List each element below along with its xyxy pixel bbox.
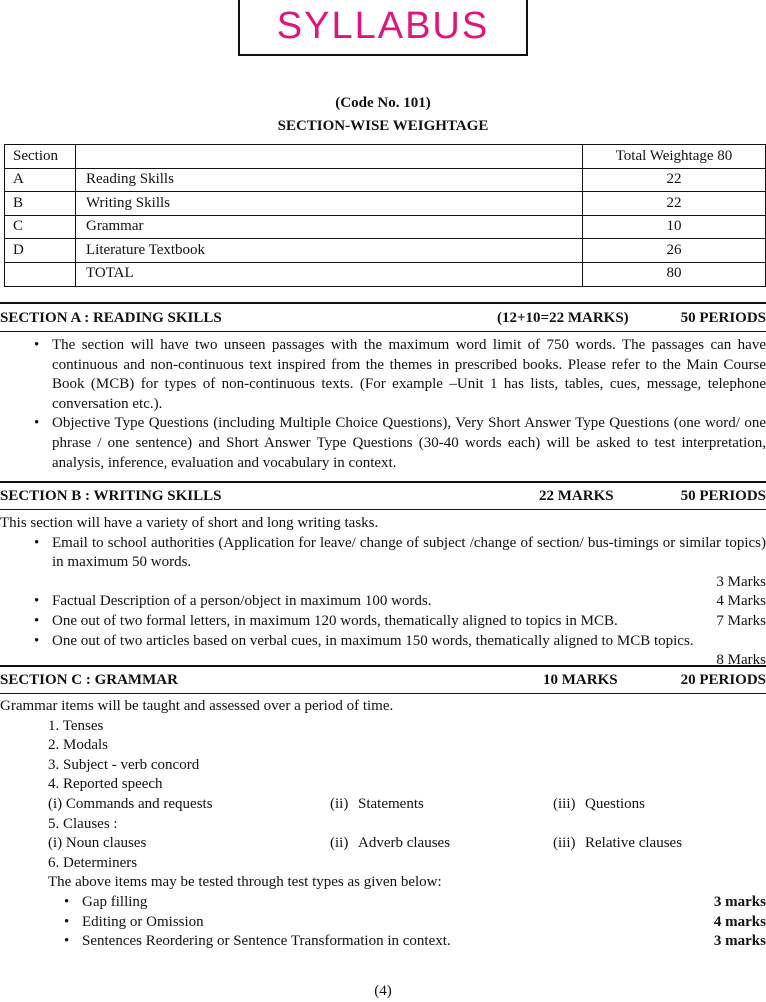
subitem: (i) Noun clauses (48, 835, 147, 852)
subitem-number: (iii) (553, 795, 576, 812)
table-cell: 10 (583, 215, 766, 239)
table-header-cell (76, 145, 583, 169)
test-type-text: Editing or Omission (82, 913, 204, 930)
table-cell: 26 (583, 239, 766, 263)
table-cell: Grammar (76, 215, 583, 239)
item-text: Factual Description of a person/object in maximum 100 words. (52, 593, 432, 610)
test-type-text: Gap filling (82, 893, 148, 910)
syllabus-title: SYLLABUS (276, 5, 490, 48)
section-divider (0, 693, 766, 694)
section-b-title: SECTION B : WRITING SKILLS (0, 488, 222, 504)
section-b-intro: This section will have a variety of short and long writing tasks. (0, 515, 379, 531)
item-text: One out of two formal letters, in maximum 120 words, thematically aligned to topics in MCB. (52, 612, 618, 629)
item-text: Email to school authorities (Application for leave/ change of subject /change of section/ bus-timings or similar topics) in maximum 50 words. (52, 534, 766, 571)
list-item: • Objective Type Questions (including Multiple Choice Questions), Very Short Answer Type Questions (one word/ one phrase / one sentence) and Short Answer Type Questions (30-40 words each) will be asked to test interpretation, analysis, inference, evaluation and vocabulary in context. (0, 414, 766, 473)
table-header-cell: Total Weightage 80 (583, 145, 766, 169)
weightage-table (4, 144, 766, 287)
table-row (5, 192, 766, 216)
table-cell: Writing Skills (76, 192, 583, 216)
section-a-title: SECTION A : READING SKILLS (0, 310, 222, 326)
table-cell: 22 (583, 168, 766, 192)
table-total-row (5, 262, 766, 286)
table-row (5, 215, 766, 239)
table-cell: Literature Textbook (76, 239, 583, 263)
section-a-marks: (12+10=22 MARKS) (497, 310, 629, 326)
section-divider (0, 331, 766, 332)
grammar-item-text: 2. Modals (48, 737, 108, 754)
table-cell: Reading Skills (76, 168, 583, 192)
grammar-item (0, 717, 766, 737)
section-a-header (0, 309, 766, 329)
code-number: (Code No. 101) (335, 95, 431, 111)
syllabus-title-box (238, 0, 528, 56)
section-c-header (0, 671, 766, 691)
subitem: Relative clauses (585, 835, 683, 852)
list-item: • The section will have two unseen passages with the maximum word limit of 750 words. The passages can have continuous and non-continuous text inspired from the themes in prescribed books. Please refer to the Main Course Book (MCB) for types of non-continuous texts. (For example –Unit 1 has lists, tables, cues, message, telephone conversation etc.). (0, 336, 766, 414)
section-divider (0, 481, 766, 483)
item-marks: 4 Marks (716, 593, 766, 610)
item-marks: 8 Marks (716, 652, 766, 669)
section-c-body (0, 697, 766, 952)
table-cell: TOTAL (76, 262, 583, 286)
section-divider (0, 509, 766, 510)
reported-speech-subitems (0, 795, 766, 815)
grammar-item (0, 775, 766, 795)
table-cell: 22 (583, 192, 766, 216)
test-type-item (0, 913, 766, 933)
section-divider (0, 665, 766, 667)
table-row (5, 239, 766, 263)
section-b-body (0, 514, 766, 671)
test-type-marks: 3 marks (713, 933, 766, 950)
list-item (0, 612, 766, 632)
test-type-text: Sentences Reordering or Sentence Transformation in context. (82, 933, 451, 950)
subitem: Questions (585, 795, 645, 812)
grammar-item (0, 854, 766, 874)
section-c-periods: 20 PERIODS (680, 672, 766, 688)
table-row (5, 168, 766, 192)
section-c-marks: 10 MARKS (543, 672, 618, 688)
table-cell: B (5, 192, 76, 216)
page-number: (4) (374, 983, 392, 999)
subitem: (i) Commands and requests (48, 795, 213, 812)
section-c-intro: Grammar items will be taught and assessed over a period of time. (0, 698, 394, 714)
subitem: Statements (358, 795, 424, 812)
subitem-number: (ii) (330, 795, 349, 812)
grammar-item-text: 5. Clauses : (48, 815, 118, 832)
subitem-number: (iii) (553, 835, 576, 852)
test-type-marks: 4 marks (713, 913, 766, 930)
weightage-heading: SECTION-WISE WEIGHTAGE (277, 118, 489, 134)
subitem: Adverb clauses (358, 835, 451, 852)
subitem-number: (ii) (330, 835, 349, 852)
test-type-item (0, 932, 766, 952)
section-b-periods: 50 PERIODS (680, 488, 766, 504)
grammar-item (0, 756, 766, 776)
list-item (0, 592, 766, 612)
grammar-item-text: 1. Tenses (48, 717, 104, 734)
item-marks: 3 Marks (716, 573, 766, 590)
section-b-marks: 22 MARKS (539, 488, 614, 504)
grammar-item-text: 3. Subject - verb concord (48, 756, 200, 773)
list-item (0, 534, 766, 593)
test-type-item (0, 893, 766, 913)
test-types-intro: The above items may be tested through test types as given below: (48, 874, 442, 891)
item-text: One out of two articles based on verbal cues, in maximum 150 words, thematically aligned to MCB topics. (52, 632, 694, 649)
section-a-periods: 50 PERIODS (680, 310, 766, 326)
section-a-body (0, 336, 766, 473)
section-divider (0, 302, 766, 304)
grammar-item-text: 6. Determiners (48, 854, 138, 871)
grammar-item (0, 736, 766, 756)
table-cell (5, 262, 76, 286)
table-cell: A (5, 168, 76, 192)
section-c-title: SECTION C : GRAMMAR (0, 672, 178, 688)
clauses-subitems (0, 834, 766, 854)
table-header-row (5, 145, 766, 169)
item-marks: 7 Marks (716, 612, 766, 629)
table-cell: D (5, 239, 76, 263)
table-cell: C (5, 215, 76, 239)
grammar-item-text: 4. Reported speech (48, 776, 163, 793)
table-header-cell: Section (5, 145, 76, 169)
table-cell: 80 (583, 262, 766, 286)
test-type-marks: 3 marks (713, 893, 766, 910)
section-b-header (0, 487, 766, 507)
grammar-item (0, 815, 766, 835)
